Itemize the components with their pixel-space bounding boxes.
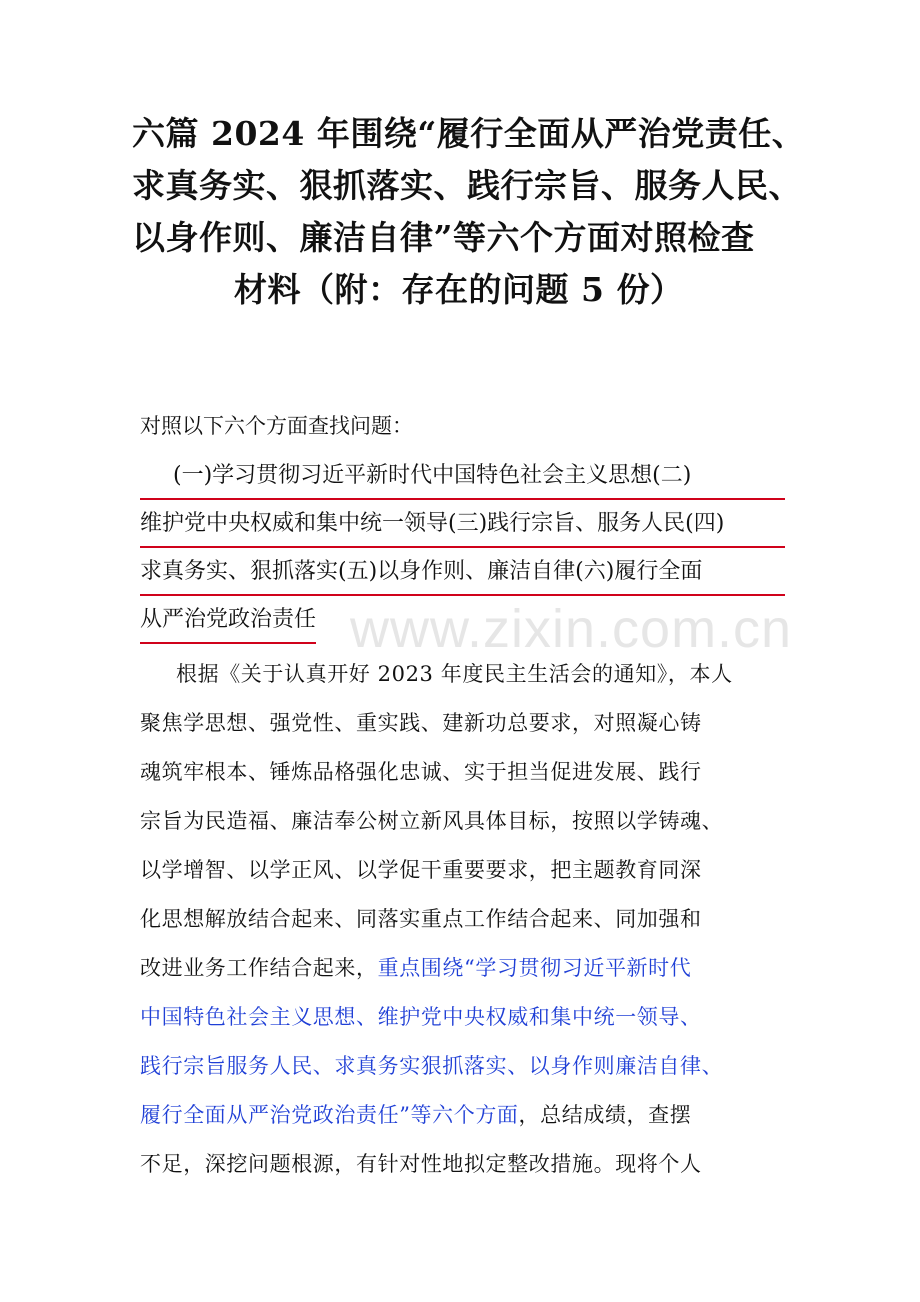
aspect-line: 求真务实、狠抓落实(五)以身作则、廉洁自律(六)履行全面 bbox=[140, 548, 785, 596]
body-line bbox=[140, 895, 795, 944]
highlighted-text: 中国特色社会主义思想、维护党中央权威和集中统一领导、 bbox=[140, 1005, 702, 1029]
watermark-text: www.zixin.com.cn bbox=[350, 599, 793, 659]
document-title bbox=[132, 108, 806, 316]
body-text: 以学增智、以学正风、以学促干重要要求，把主题教育同深 bbox=[140, 858, 702, 882]
highlighted-text: 履行全面从严治党政治责任”等六个方面 bbox=[140, 1103, 519, 1127]
body-text: 魂筑牢根本、锤炼品格强化忠诚、实于担当促进发展、践行 bbox=[140, 760, 702, 784]
aspect-line: 维护党中央权威和集中统一领导(三)践行宗旨、服务人民(四) bbox=[140, 500, 785, 548]
aspect-line: (一)学习贯彻习近平新时代中国特色社会主义思想(二) bbox=[140, 452, 785, 500]
title-line: 六篇 2024 年围绕“履行全面从严治党责任、 bbox=[132, 114, 806, 153]
aspect-line: 从严治党政治责任 bbox=[140, 596, 316, 644]
body-text: 化思想解放结合起来、同落实重点工作结合起来、同加强和 bbox=[140, 907, 702, 931]
body-line bbox=[140, 993, 795, 1042]
body-text: 改进业务工作结合起来， bbox=[140, 956, 378, 980]
body-line bbox=[140, 1140, 795, 1189]
highlighted-text: 践行宗旨服务人民、求真务实狠抓落实、以身作则廉洁自律、 bbox=[140, 1054, 724, 1078]
body-text: 宗旨为民造福、廉洁奉公树立新风具体目标，按照以学铸魂、 bbox=[140, 809, 724, 833]
body-line bbox=[140, 944, 795, 993]
body-line bbox=[140, 650, 795, 699]
body-line bbox=[140, 1091, 795, 1140]
six-aspects-list bbox=[140, 452, 785, 644]
highlighted-text: 重点围绕“学习贯彻习近平新时代 bbox=[377, 956, 692, 980]
body-line bbox=[140, 846, 795, 895]
body-paragraph bbox=[140, 650, 795, 1189]
body-line bbox=[140, 699, 795, 748]
body-text: 不足，深挖问题根源，有针对性地拟定整改措施。现将个人 bbox=[140, 1152, 702, 1176]
body-text: 根据《关于认真开好 2023 年度民主生活会的通知》，本人 bbox=[176, 662, 733, 686]
body-line bbox=[140, 1042, 795, 1091]
body-text: 聚焦学思想、强党性、重实践、建新功总要求，对照凝心铸 bbox=[140, 711, 702, 735]
title-line: 材料（附：存在的问题 5 份） bbox=[234, 270, 684, 309]
intro-text: 对照以下六个方面查找问题： bbox=[140, 414, 413, 438]
title-line: 求真务实、狠抓落实、践行宗旨、服务人民、 bbox=[132, 166, 802, 205]
body-line bbox=[140, 748, 795, 797]
body-text: ，总结成绩，查摆 bbox=[518, 1103, 692, 1127]
body-line bbox=[140, 797, 795, 846]
title-line: 以身作则、廉洁自律”等六个方面对照检查 bbox=[132, 218, 755, 257]
